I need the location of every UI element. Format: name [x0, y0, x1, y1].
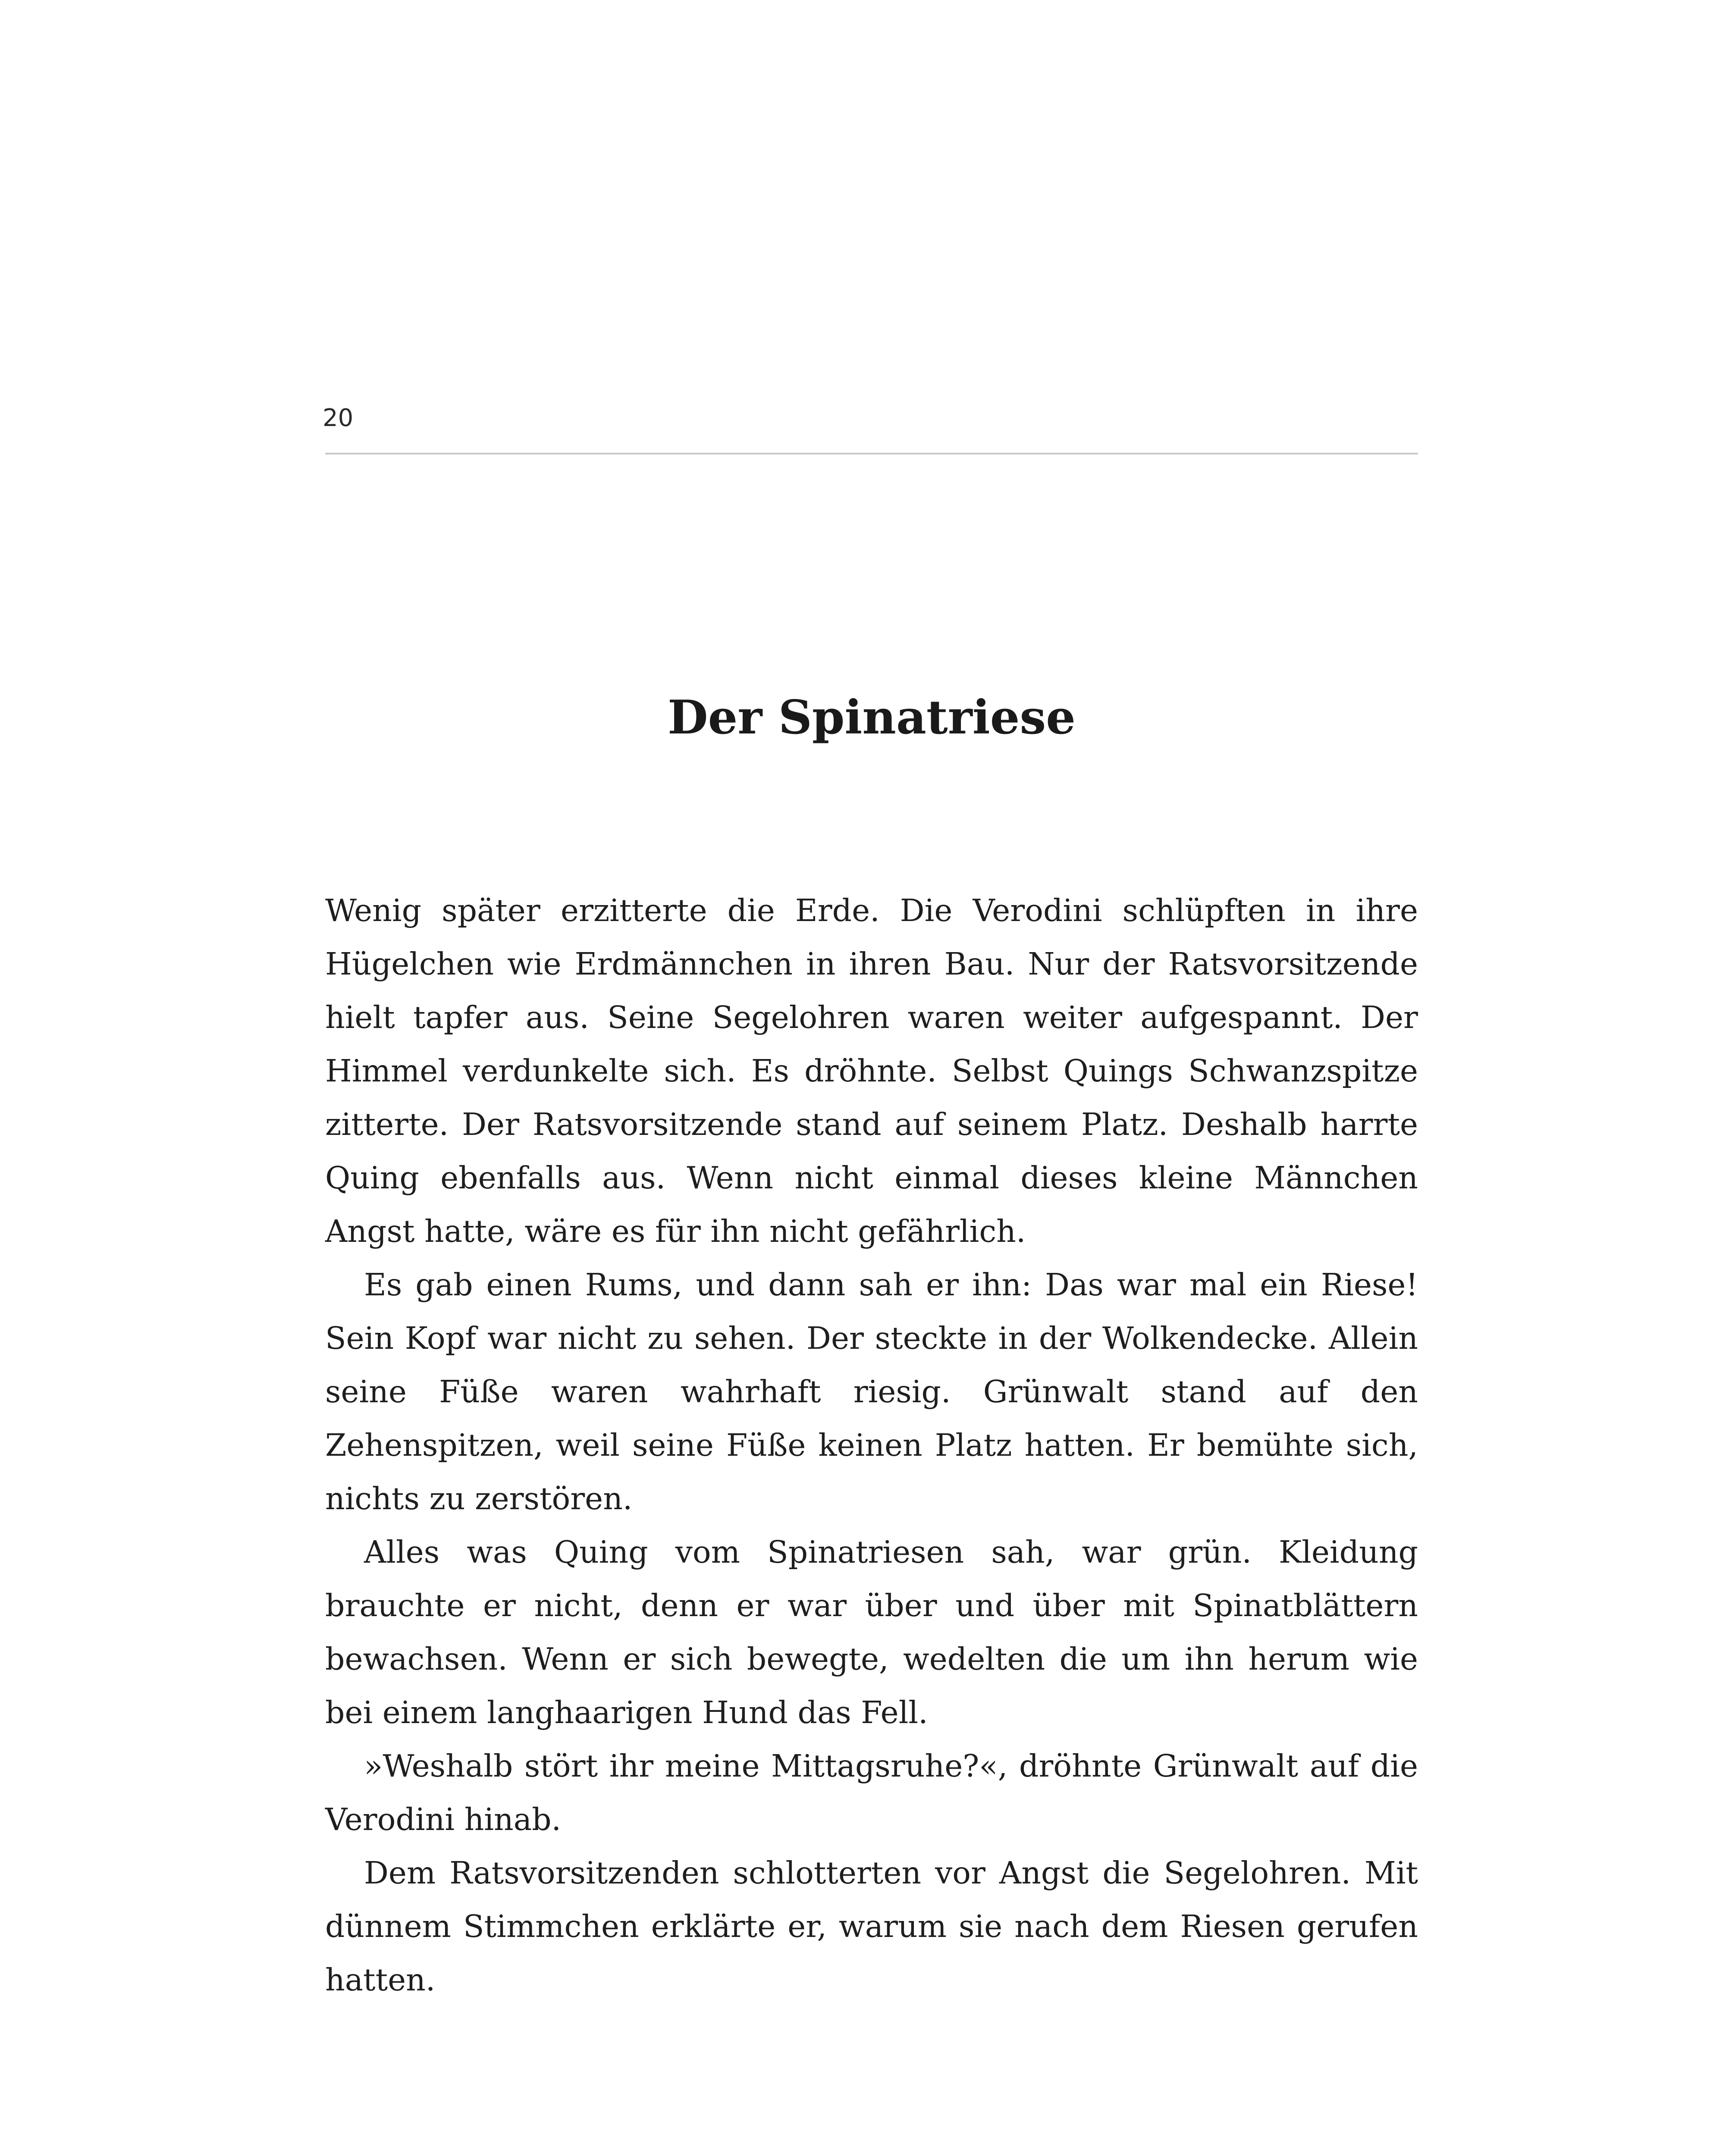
paragraph-5: Dem Ratsvorsitzenden schlotterten vor Angst die Segelohren. Mit dünnem Stimmchen erklärte er, warum sie nach dem Riesen gerufen hatten.: [325, 1855, 1418, 1998]
body-text: [325, 884, 1418, 2007]
page-number: 20: [323, 404, 354, 432]
paragraph-1: Wenig später erzitterte die Erde. Die Verodini schlüpften in ihre Hügelchen wie Erdmännchen in ihren Bau. Nur der Ratsvorsitzende hielt tapfer aus. Seine Segelohren waren weiter aufgespannt. Der Himmel verdunkelte sich. Es dröhnte. Selbst Quings Schwanzspitze zitterte. Der Ratsvorsitzende stand auf seinem Platz. Deshalb harrte Quing ebenfalls aus. Wenn nicht einmal dieses kleine Männchen Angst hatte, wäre es für ihn nicht gefährlich.: [325, 893, 1418, 1249]
chapter-title: Der Spinatriese: [668, 690, 1076, 745]
header-rule: [325, 453, 1418, 454]
paragraph-4: »Weshalb stört ihr meine Mittagsruhe?«, dröhnte Grünwalt auf die Verodini hinab.: [325, 1748, 1418, 1837]
paragraph-3: Alles was Quing vom Spinatriesen sah, war grün. Kleidung brauchte er nicht, denn er war über und über mit Spinatblättern bewachsen. Wenn er sich bewegte, wedelten die um ihn herum wie bei einem langhaarigen Hund das Fell.: [325, 1534, 1418, 1730]
paragraph-2: Es gab einen Rums, und dann sah er ihn: Das war mal ein Riese! Sein Kopf war nicht zu sehen. Der steckte in der Wolkendecke. Allein seine Füße waren wahrhaft riesig. Grünwalt stand auf den Zehenspitzen, weil seine Füße keinen Platz hatten. Er bemühte sich, nichts zu zerstören.: [325, 1267, 1418, 1517]
